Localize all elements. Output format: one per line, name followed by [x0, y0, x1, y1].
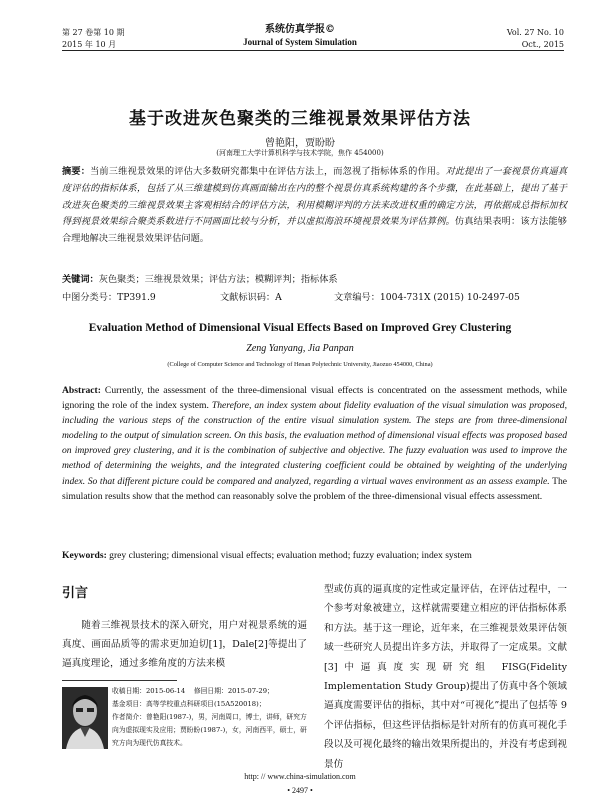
author-photo-image	[62, 687, 108, 749]
journal-name-cn: 系统仿真学报©	[265, 24, 335, 35]
abstract-en-part1: Currently, the assessment of the three-dimensional visual effects is concentrated on the assessment methods, while ignoring the role of the index system.	[62, 385, 567, 412]
authors-cn: 曾艳阳，贾盼盼	[265, 138, 335, 149]
affiliation-cn: (河南理工大学计算机科学与技术学院，焦作 454000)	[216, 149, 384, 157]
document-code: 文献标识码：A	[220, 292, 282, 303]
footnote-rule	[62, 680, 177, 681]
keywords-cn-label: 关键词：	[62, 274, 99, 285]
header-rule	[62, 50, 564, 51]
abstract-cn-part1: 当前三维视景效果的评估大多数研究都集中在评估方法上，而忽视了指标体系的作用。	[90, 166, 446, 177]
abstract-en-part2: Therefore, an index system about fidelity evaluation of the visual simulation was proposed, including the various steps of the construction of the entire visual simulation system. The steps are from three-dimensional modeling to the output of simulation screen. On this basis, the evaluation method of dimensional visual effects was proposed based on improved grey clustering, and it is the combination of subjective and objective. The fuzzy evaluation was used to improve the method of determining the weights, and the integrated clustering coefficient could be obtained by weighting of the underlying index. So that different picture could be compared and analyzed, regarding a virtual waves environment as an assess example.	[62, 400, 567, 487]
clc-number: 中图分类号：TP391.9	[62, 292, 156, 303]
paper-title-en: Evaluation Method of Dimensional Visual Effects Based on Improved Grey Clustering	[88, 322, 512, 334]
abstract-en-part3: The simulation results show that the method can reasonably solve the problem of the three-dimensional visual effects assessment.	[62, 475, 567, 502]
abstract-cn	[62, 164, 567, 248]
article-number: 文章编号：1004-731X (2015) 10-2497-05	[334, 292, 520, 303]
revised-date: 修回日期：2015-07-29；	[193, 687, 274, 695]
keywords-cn-text: 灰色聚类；三维视景效果；评估方法；模糊评判；指标体系	[98, 274, 338, 285]
abstract-cn-label: 摘要：	[62, 166, 91, 177]
authors-en: Zeng Yanyang, Jia Panpan	[246, 343, 354, 354]
date-line-en: Oct., 2015	[521, 40, 564, 49]
received-date: 收稿日期：2015-06-14	[112, 687, 186, 695]
volume-line-en: Vol. 27 No. 10	[506, 28, 564, 37]
body-column-right: 型或仿真的逼真度的定性或定量评估，在评估过程中，一个参考对象被建立，这样就需要建立相应的评估指标体系和方法。基于这一理论，近年来，在三维视景效果评估领域一些研究人员提出许多方法，并取得了一定成果。文献[3]中逼真度实现研究组 FISG(Fidelity Implementation Study Group)提出了仿真中各个领域逼真度需要评估的指标，其中对“可视化”提出了包括等 9 个评估指标，但这些评估指标是针对所有的仿真可视化手段以及可视化最终的输出效果所提出的，并没有考虑到视景仿	[324, 584, 567, 770]
author-bio	[112, 711, 308, 750]
author-bio-2: 河南西平，硕士，研究方向为现代仿真技术。	[112, 726, 307, 748]
abstract-en-label: Abstract:	[62, 385, 101, 396]
abstract-cn-part3: 仿真结果表明：该方法能够合理地解决三维视景效果评估问题。	[62, 216, 567, 245]
body-column-left: 随着三维视景技术的深入研究，用户对视景系统的逼真度、画面品质等的需求更加迫切[1]，Dale[2]等提出了逼真度理论，通过多维角度的方法来模	[62, 620, 307, 669]
keywords-en-text: grey clustering; dimensional visual effects; evaluation method; fuzzy evaluation; index system	[106, 550, 472, 561]
page-number: • 2497 •	[287, 786, 313, 795]
journal-name-en: Journal of System Simulation	[243, 37, 357, 47]
date-line: 2015 年 10 月	[62, 40, 117, 49]
abstract-en	[62, 383, 567, 504]
section-heading-intro: 引言	[62, 586, 89, 601]
journal-volume-issue-en	[507, 27, 564, 51]
keywords-cn	[62, 271, 567, 285]
abstract-cn-part2: 对此提出了一套视景仿真逼真度评估的指标体系，包括了从三维建模到仿真画面输出在内的整个视景仿真系统构建的各个步骤，在此基础上，提出了基于改进灰色聚类的三维视景效果主客观相结合的评估方法，利用模糊评判的方法来改进权重的确定方法，再依据成总指标加权得到视景效果综合聚类系数进行不同画面比较与分析，并以虚拟海浪环境视景效果为评估算例。	[62, 166, 568, 228]
footnote	[112, 685, 308, 750]
affiliation-en: (College of Computer Science and Technology of Henan Polytechnic University, Jiaozuo 454000, China)	[167, 361, 433, 368]
keywords-en	[62, 550, 567, 561]
paper-title-cn: 基于改进灰色聚类的三维视景效果评估方法	[129, 109, 471, 129]
author-photo	[62, 687, 108, 749]
footer-url: http: // www.china-simulation.com	[244, 772, 356, 781]
author-bio-1: 作者简介：曾艳阳(1987-)，男，河南周口，博士，讲师，研究方向为虚拟现实及应用；贾盼盼(1987-)，女，	[112, 713, 307, 735]
volume-line: 第 27 卷第 10 期	[62, 28, 125, 37]
keywords-en-label: Keywords:	[62, 550, 107, 561]
footnote-dates	[112, 685, 308, 698]
fund-info: 基金项目：高等学校重点科研项目(15A520018)；	[112, 700, 266, 709]
